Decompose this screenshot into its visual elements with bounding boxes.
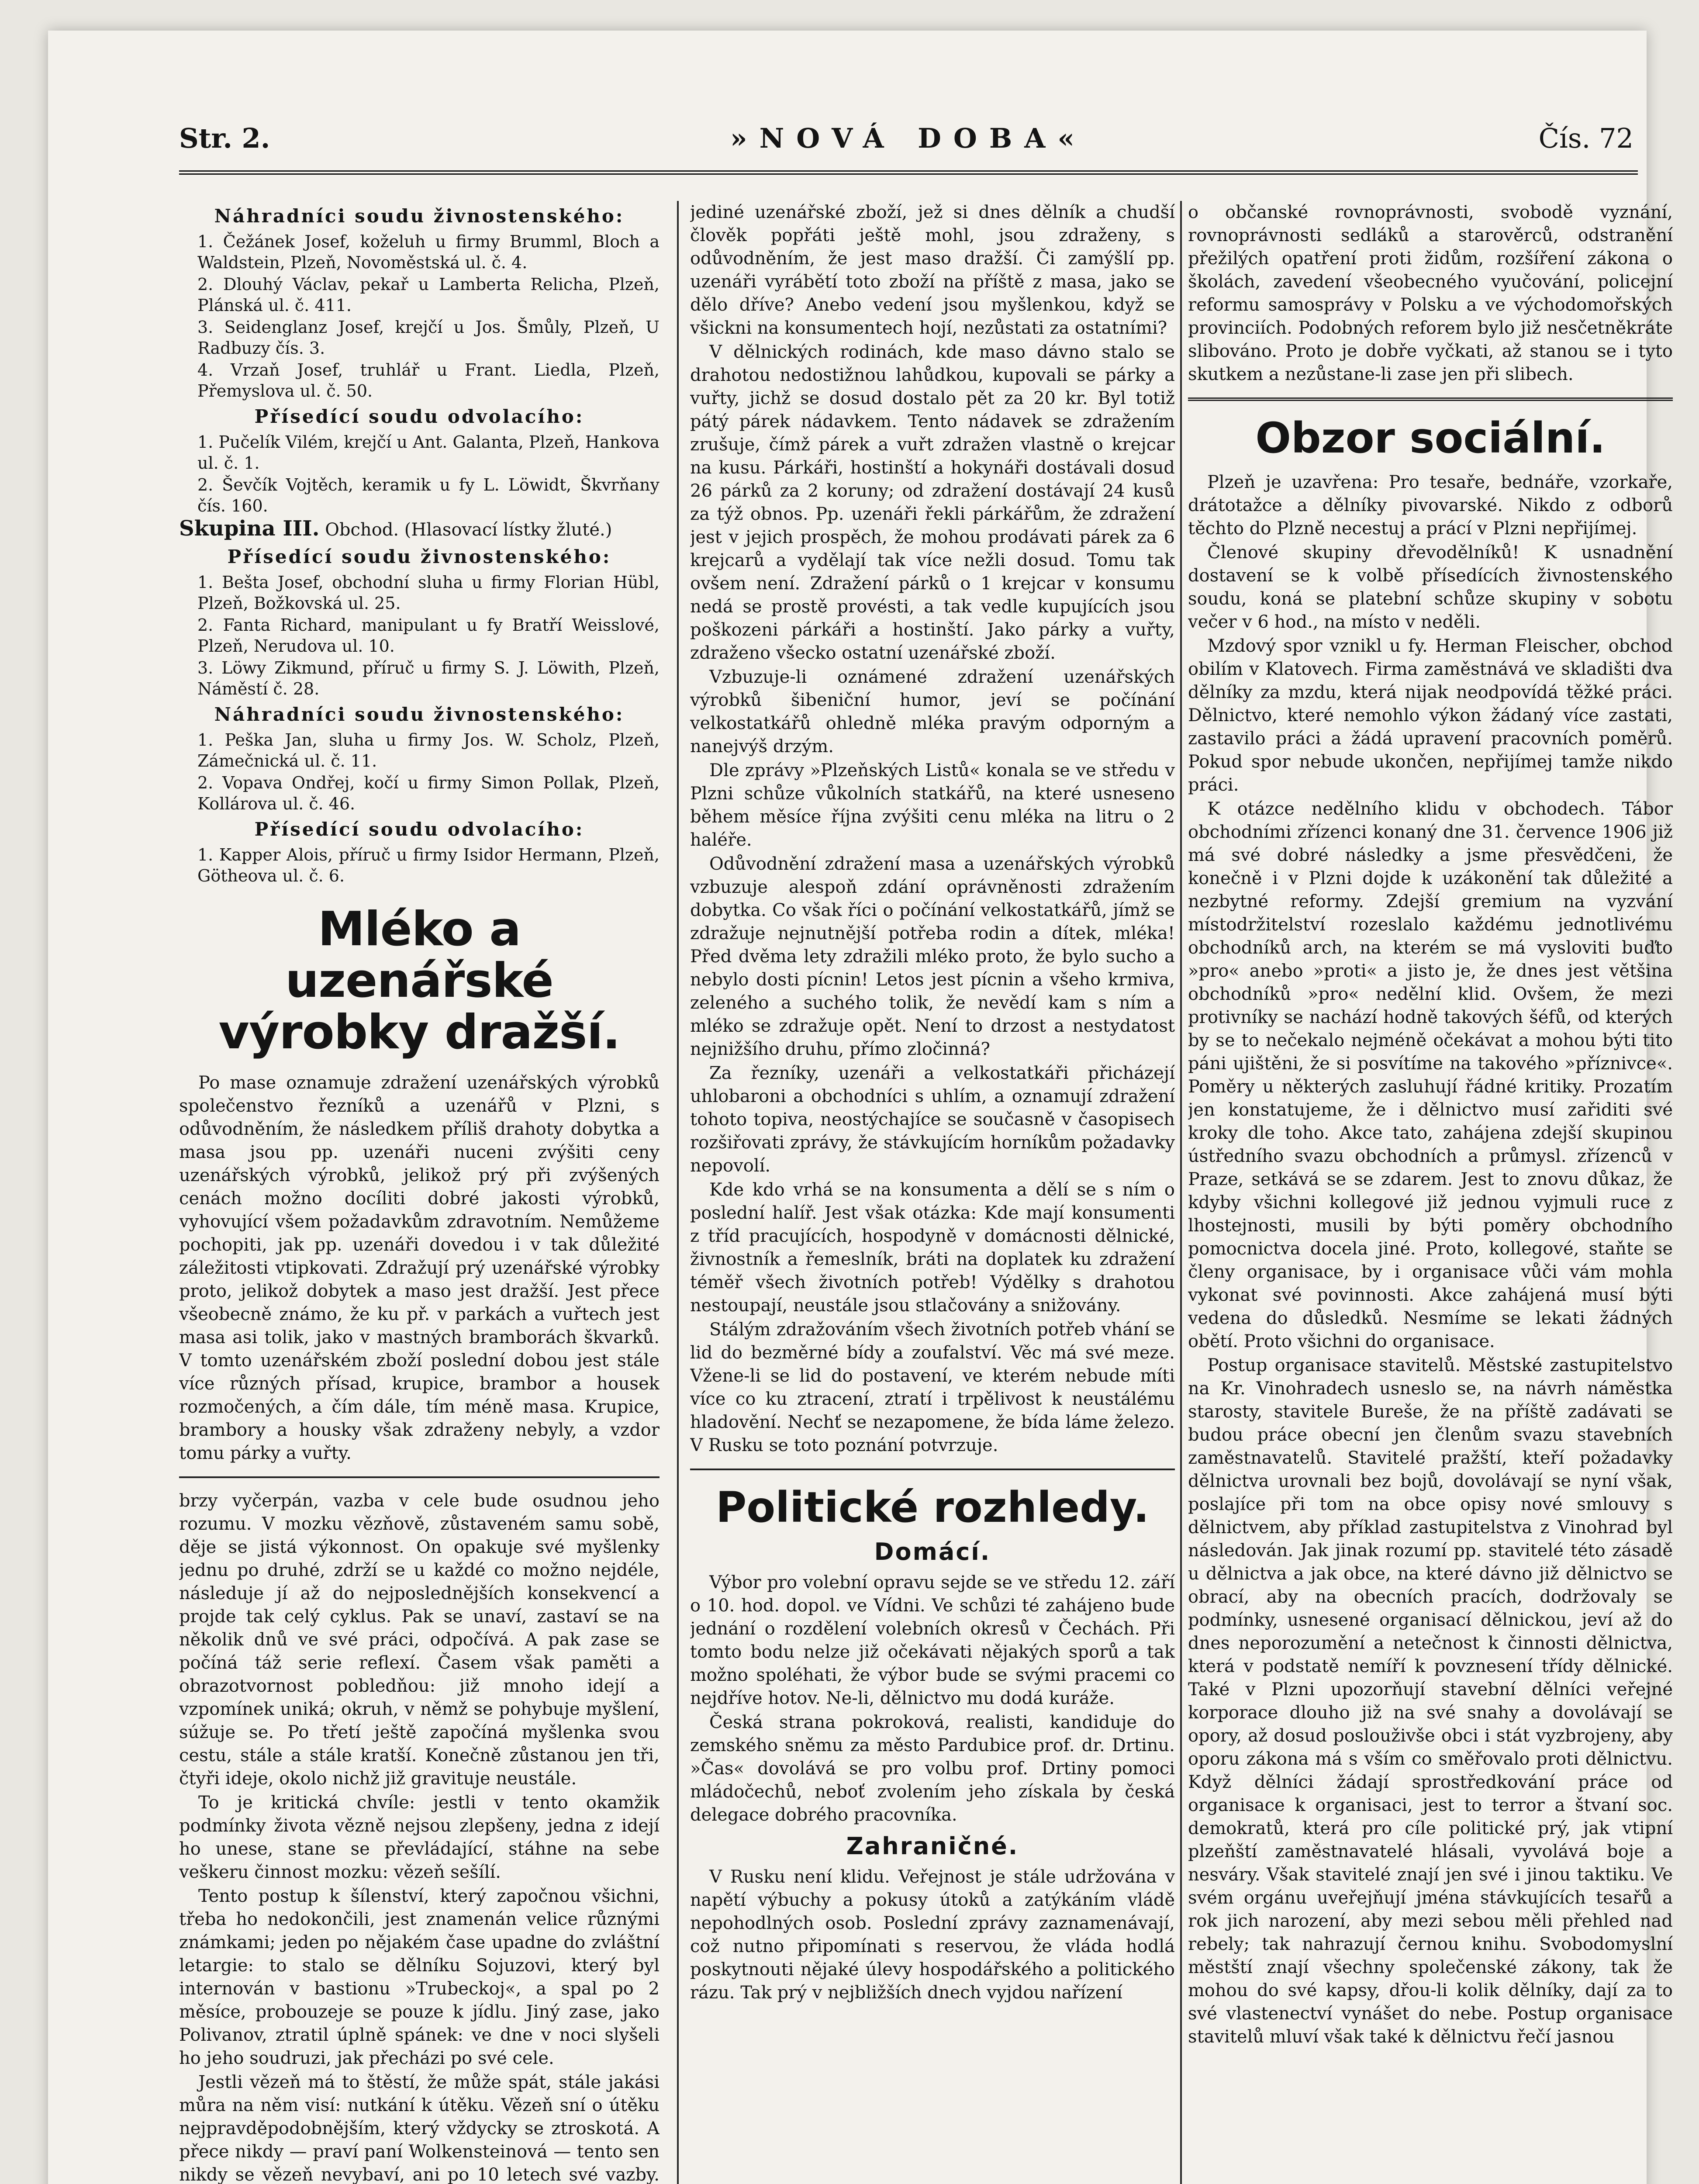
list-item: 1. Kapper Alois, příruč u firmy Isidor Hermann, Plzeň, Götheova ul. č. 6. [197, 845, 660, 885]
divider [1188, 397, 1673, 401]
section-title: Přísedící soudu živnostenského: [227, 546, 611, 567]
section-title: Náhradníci soudu živnostenského: [214, 704, 625, 725]
list-item: 1. Bešta Josef, obchodní sluha u firmy Florian Hübl, Plzeň, Božkovská ul. 25. [197, 573, 660, 613]
article-paragraph: Vzbuzuje-li oznámené zdražení uzenářských výrobků šibeniční humor, jeví se počínání velkostatkářů ohledně mléka pravým odporným a nanejvýš drzým. [690, 667, 1175, 757]
article-paragraph: Plzeň je uzavřena: Pro tesaře, bednáře, vzorkaře, drátotažce a dělníky pivovarské. Nikdo z odborů těchto do Plzně necestuj a prácí v Plzni nepřijímej. [1188, 472, 1673, 539]
article-paragraph: Členové skupiny dřevodělníků! K usnadnění dostavení se k volbě přísedících živnostenského soudu, koná se platební schůze skupiny v sobotu večer v 6 hod., na místo v neděli. [1188, 543, 1673, 632]
article-paragraph: Mzdový spor vznikl u fy. Herman Fleischer, obchod obilím v Klatovech. Firma zaměstnává ve skladišti dva dělníky za mzdu, která nijak neodpovídá těžké práci. Dělnictvo, které nemohlo výkon žádaný více zastati, zastavilo práci a žádá upravení pracovních poměrů. Pokud spor nebude ukončen, nepřijímej tamže nikdo práci. [1188, 636, 1673, 795]
article-paragraph: V Rusku není klidu. Veřejnost je stále udržována v napětí výbuchy a pokusy útoků a zatýkáním vládě nepohodlných osob. Poslední zprávy zaznamenávají, což nutno připomínati s reservou, že vláda hodlá poskytnouti nějaké úlevy hospodářského a politického rázu. Tak prý v nejbližších dnech vyjdou nařízení [690, 1867, 1175, 2003]
column-divider [677, 201, 679, 2184]
list-item: 2. Ševčík Vojtěch, keramik u fy L. Löwidt, Škvrňany čís. 160. [197, 475, 660, 515]
column-1 [179, 201, 660, 2184]
article-paragraph: Za řezníky, uzenáři a velkostatkáři přicházejí uhlobaroni a obchodníci s uhlím, a oznamují zdražení tohoto topiva, neostýchajíce se současně v časopisech rozšiřovati zprávy, že stávkujícím horníkům požadavky nepovolí. [690, 1063, 1175, 1176]
section-title: Přísedící soudu odvolacího: [254, 406, 584, 427]
list-item: 1. Pučelík Vilém, krejčí u Ant. Galanta, Plzeň, Hankova ul. č. 1. [197, 432, 660, 473]
list-item: 1. Peška Jan, sluha u firmy Jos. W. Scholz, Plzeň, Zámečnická ul. č. 11. [197, 730, 660, 771]
article-paragraph: K otázce nedělního klidu v obchodech. Tábor obchodními zřízenci konaný dne 31. července 1906 již má své dobré následky a jsme přesvědčeni, že konečně i v Plzni dojde k uzákonění tak důležité a nezbytné reformy. Zdejší gremium na vyzvání místodržitelství rozeslalo každému jednotlivému obchodníků arch, na kterém se má vysloviti buďto »pro« anebo »proti« a jisto je, že dnes jest většina obchodníků »pro« nedělní klid. Ovšem, že mezi protivníky se nachází hodně takových šéfů, od kterých by se to nečekalo nejméně očekávat a mohou býti tito páni ujištěni, že si posvítíme na takového »příznivce«. Poměry u některých zasluhují řádné kritiky. Prozatím jen konstatujeme, že i dělnictvo musí zařiditi své kroky dle toho. Akce tato, zahájena zdejší skupinou ústředního svazu obchodních a průmysl. zřízenců v Praze, setkává se se zdarem. Jest to znovu důkaz, že kdyby všichni kollegové již jednou vyjmuli ruce z lhostejnosti, musili by býti poměry obchodního pomocnictva docela jiné. Proto, kollegové, staňte se členy organisace, by i organisace vůči vám mohla vykonat své povinnosti. Akce zahájená musí býti vedena do důsledků. Nesmíme se lekati žádných obětí. Proto všichni do organisace. [1188, 799, 1673, 1351]
group-heading [179, 517, 660, 542]
list-item: 3. Löwy Zikmund, příruč u firmy S. J. Löwith, Plzeň, Náměstí č. 28. [197, 658, 660, 698]
newspaper-title: »NOVÁ DOBA« [730, 122, 1087, 154]
article-paragraph: jediné uzenářské zboží, jež si dnes dělník a chudší člověk popřáti ještě mohl, jsou zdraženy, s odůvodněním, že jest maso dražší. Či zamýšlí pp. uzenáři vyrábětí toto zboží na příště z masa, jako se dělo dříve? Anebo vedení jsou myšlenkou, když se všickni na konsumentech hojí, nezůstati za ostatními? [690, 202, 1175, 338]
column-2 [690, 201, 1175, 2184]
article-paragraph: Kde kdo vrhá se na konsumenta a dělí se s ním o poslední halíř. Jest však otázka: Kde mají konsumenti z tříd pracujících, hospodyně v domácnosti dělnické, živnostník a řemeslník, bráti na doplatek ku zdražení téměř všech životních potřeb! Výdělky s drahotou nestoupají, neustále jsou stlačovány a snižovány. [690, 1180, 1175, 1316]
article-paragraph: brzy vyčerpán, vazba v cele bude osudnou jeho rozumu. V mozku vězňově, zůstaveném samu sobě, děje se jistá výkonnost. On opakuje své myšlenky jednu po druhé, zdrží se u každé co možno nejdéle, následuje jí až do nejposlednějších konsekvencí a projde tak celý cyklus. Pak se unaví, zastaví se na několik dnů ve své práci, odpočívá. A pak zase se počíná táž serie reflexí. Časem však paměti a obrazotvornost pobledňou: již mnoho idejí a vzpomínek uniká; okruh, v němž se pohybuje myšlení, súžuje se. Po třetí ještě započíná myšlenka svou cestu, stále a stále kratší. Konečně zůstanou jen tři, čtyři ideje, okolo nichž již gravituje neustále. [179, 1491, 660, 1789]
article-paragraph: Česká strana pokroková, realisti, kandiduje do zemského sněmu za město Pardubice prof. dr. Drtinu. »Čas« dovolává se pro volbu prof. Drtiny pomoci mládočechů, neboť zvolením jeho získala by česká delegace dobrého pracovníka. [690, 1712, 1175, 1825]
newspaper-page [48, 31, 1673, 2184]
article-paragraph: Tento postup k šílenství, který započnou všichni, třeba ho nedokončili, jest znamenán velice různými známkami; jeden po nějakém čase upadne do zvláštní letargie: to stalo se dělníku Sojuzovi, který byl internován v bastionu »Trubeckoj«, a spal po 2 měsíce, probouzeje se pouze k jídlu. Jiný zase, jako Polivanov, ztratil úplně spánek: ve dne v noci slyšeli ho jeho soudruzi, jak přecházi po své cele. [179, 1886, 660, 2068]
article-paragraph: Dle zprávy »Plzeňských Listů« konala se ve středu v Plzni schůze vůkolních statkářů, na které usneseno během měsíce října zvýšiti cenu mléka na litru o 2 haléře. [690, 760, 1175, 850]
article-paragraph: V dělnických rodinách, kde maso dávno stalo se drahotou nedostižnou lahůdkou, kupovali se párky a vuřty, jichž se dosud dostalo pět za 20 kr. Byl totiž pátý párek nádavkem. Tento nádavek se zdražením zrušuje, čímž párek a vuřt zdražen vlastně o krejcar na kusu. Párkáři, hostinští a hokynáři dostávali dosud 26 párků za 2 koruny; od zdražení dostávají 24 kusů za týž obnos. Pp. uzenáři řekli párkářům, že zdražení jest v jejich prospěch, že mohou prodávati párek za 6 krejcarů a vydělají tak více nežli dosud. Tomu tak ovšem není. Zdražení párků o 1 krejcar v konsumu nedá se prostě provésti, a tak vedle kupujících jsou poškozeni párkáři a hostinští. Jako párky a vuřty, zdraženo všecko ostatní uzenářské zboží. [690, 342, 1175, 663]
group-note: Obchod. (Hlasovací lístky žluté.) [325, 520, 612, 540]
list-item: 1. Čežánek Josef, koželuh u firmy Brumml, Bloch a Waldstein, Plzeň, Novoměstská ul. č. 4. [197, 232, 660, 272]
subsection-title: Zahraničné. [846, 1832, 1019, 1860]
page-number: Str. 2. [179, 122, 270, 154]
article-paragraph: o občanské rovnoprávnosti, svobodě vyznání, rovnoprávnosti sedláků a starověrců, odstranění přežilých opatření proti židům, rozšíření zákona o školách, zavedení všeobecného vyučování, policejní reformu samosprávy v Polsku a ve východomořských provinciích. Podobných reforem bylo již nesčetněkráte slibováno. Proto je dobře vyčkati, až stanou se i tyto skutkem a nezůstane-li zase jen při slibech. [1188, 202, 1673, 384]
section-headline: Obzor sociální. [1255, 414, 1606, 463]
issue-number: Čís. 72 [1538, 122, 1633, 154]
list-item: 2. Fanta Richard, manipulant u fy Bratří Weisslové, Plzeň, Nerudova ul. 10. [197, 615, 660, 656]
subsection-title: Domácí. [874, 1538, 991, 1565]
article-paragraph: Odůvodnění zdražení masa a uzenářských výrobků vzbuzuje alespoň zdání oprávněnosti zdražením dobytka. Co však říci o počínání velkostatkářů, jímž se zdražuje nejnutnější potřeba rodin a dítek, mléka! Před dvěma lety zdražili mléko proto, že bylo sucho a nebylo dosti pícnin! Letos jest pícnin a všeho krmiva, zeleného a suchého tolik, že nevědí kam s ním a mléko se zdražuje opět. Není to drzost a nestydatost nejnižšího druhu, přímo zločinná? [690, 854, 1175, 1059]
list-item: 3. Seidenglanz Josef, krejčí u Jos. Šmůly, Plzeň, U Radbuzy čís. 3. [197, 318, 660, 358]
list-item: 2. Dlouhý Václav, pekař u Lamberta Relicha, Plzeň, Plánská ul. č. 411. [197, 275, 660, 315]
article-paragraph: Po mase oznamuje zdražení uzenářských výrobků společenstvo řezníků a uzenářů v Plzni, s odůvodněním, že následkem příliš drahoty dobytka a masa jsou pp. uzenáři nuceni zvýšiti ceny uzenářských výrobků, jelikož prý při zvýšených cenách možno docíliti dobré jakosti výrobků, vyhovující všem požadavkům zdravotním. Nemůžeme pochopiti, jak pp. uzenáři dovedou i v tak důležité záležitosti vtipkovati. Zdražují prý uzenářské výrobky proto, jelikož dobytek a maso jest dražší. Jest přece všeobecně známo, že ku př. v parkách a vuřtech jest masa asi tolik, jako v mastných bramborách škvarků. V tomto uzenářském zboží poslední dobou jest stále více různých přísad, krupice, brambor a housek rozmočených, a čím dále, tím méně masa. Krupice, brambory a housky však zdraženy nebyly, a vzdor tomu párky a vuřty. [179, 1073, 660, 1463]
section-title: Přísedící soudu odvolacího: [254, 819, 584, 840]
column-3 [1188, 201, 1673, 2184]
article-paragraph: Výbor pro volební opravu sejde se ve středu 12. září o 10. hod. dopol. ve Vídni. Ve schůzi té zahájeno bude jednání o rozdělení volebních okresů v Čechách. Při tomto bodu nelze již očekávati nějakých sporů a tak možno spoléhati, že výbor bude se svými pracemi co nejdříve hotov. Ne-li, dělnictvo mu dodá kuráže. [690, 1572, 1175, 1708]
article-paragraph: Postup organisace stavitelů. Městské zastupitelstvo na Kr. Vinohradech usneslo se, na návrh náměstka starosty, stavitele Bureše, že na příště zadávati se budou práce obecní jen členům svazu stavebních zaměstnavatelů. Stavitelé pražští, kteří požadavky dělnictva urovnali bez bojů, dovolávají se nyní však, poslajíce při tom na obce opisy nové smlouvy s dělnictvem, aby příklad zastupitelstva z Vinohrad byl následován. Jak jinak rozumí pp. stavitelé této zásadě u dělnictva a jak obce, na které dávno již dělnictvo se obrací, aby na obecních pracích, dodržovaly se podmínky, usnesené organisací dělnickou, jeví až do dnes neporozumění a netečnost k činnosti dělnictva, která v podstatě nemíří k povznesení třídy dělnické. Také v Plzni upozorňují stavební dělníci veřejné korporace dlouho již na své snahy a dovolávají se opory, až dosud poslouživše obci i stát vyzbrojeny, aby oporu zákona má s vším co směřovalo proti dělnictvu. Když dělníci žádají sprostředkování práce od organisace k organisaci, jest to terror a štvaní soc. demokratů, která pro cíle politické prý, jak vtipní plzeňští zaměstnavatelé hlásali, vyvolává boje a nesváry. Však stavitelé znají jen své i jinou taktiku. Ve svém orgánu uveřejňují jména stávkujících tesařů a rok jich narození, aby mezi sebou měli přehled nad rebely; tak nahrazují černou knihu. Svobodomyslní městští znají všechny společenské zákony, tak že mohou do své kapsy, dřou-li kolik dělníky, dají za to své vlastenectví vynášet do nebe. Postup organisace stavitelů mluví však také k dělnictvu řečí jasnou [1188, 1355, 1673, 2047]
group-label: Skupina III. [179, 516, 320, 541]
article-paragraph: Jestli vězeň má to štěstí, že může spát, stále jakási můra na něm visí: nutkání k útěku. Vězeň sní o útěku nejpravděpodobnějším, který vždycky se ztroskotá. A přece nikdy — praví paní Wolkensteinová — tento sen nikdy se vězeň nevybaví, ani po 10 letech své vazby. [179, 2072, 660, 2184]
column-divider [1180, 201, 1182, 2184]
article-paragraph: Stálým zdražováním všech životních potřeb vhání se lid do bezměrné bídy a zoufalství. Věc má své meze. Vžene-li se lid do postavení, ve kterém nebude míti více co ku ztracení, ztratí i trpělivost k neustálému hladovění. Nechť se nezapomene, že bída láme železo. V Rusku se toto poznání potvrzuje. [690, 1320, 1175, 1455]
page-header [179, 118, 1638, 175]
divider [690, 1469, 1175, 1470]
section-headline: Politické rozhledy. [715, 1483, 1150, 1532]
list-item: 4. Vrzaň Josef, truhlář u Frant. Liedla, Plzeň, Přemyslova ul. č. 50. [197, 360, 660, 401]
article-headline: Mléko a uzenářské výrobky dražší. [218, 902, 620, 1060]
divider [179, 1476, 660, 1478]
article-paragraph: To je kritická chvíle: jestli v tento okamžik podmínky života vězně nejsou zlepšeny, jedna z idejí ho unese, stane se převládající, stáhne na sebe veškeru činnost mozku: vězeň sešílí. [179, 1793, 660, 1882]
list-item: 2. Vopava Ondřej, kočí u firmy Simon Pollak, Plzeň, Kollárova ul. č. 46. [197, 773, 660, 813]
section-title: Náhradníci soudu živnostenského: [214, 205, 625, 227]
